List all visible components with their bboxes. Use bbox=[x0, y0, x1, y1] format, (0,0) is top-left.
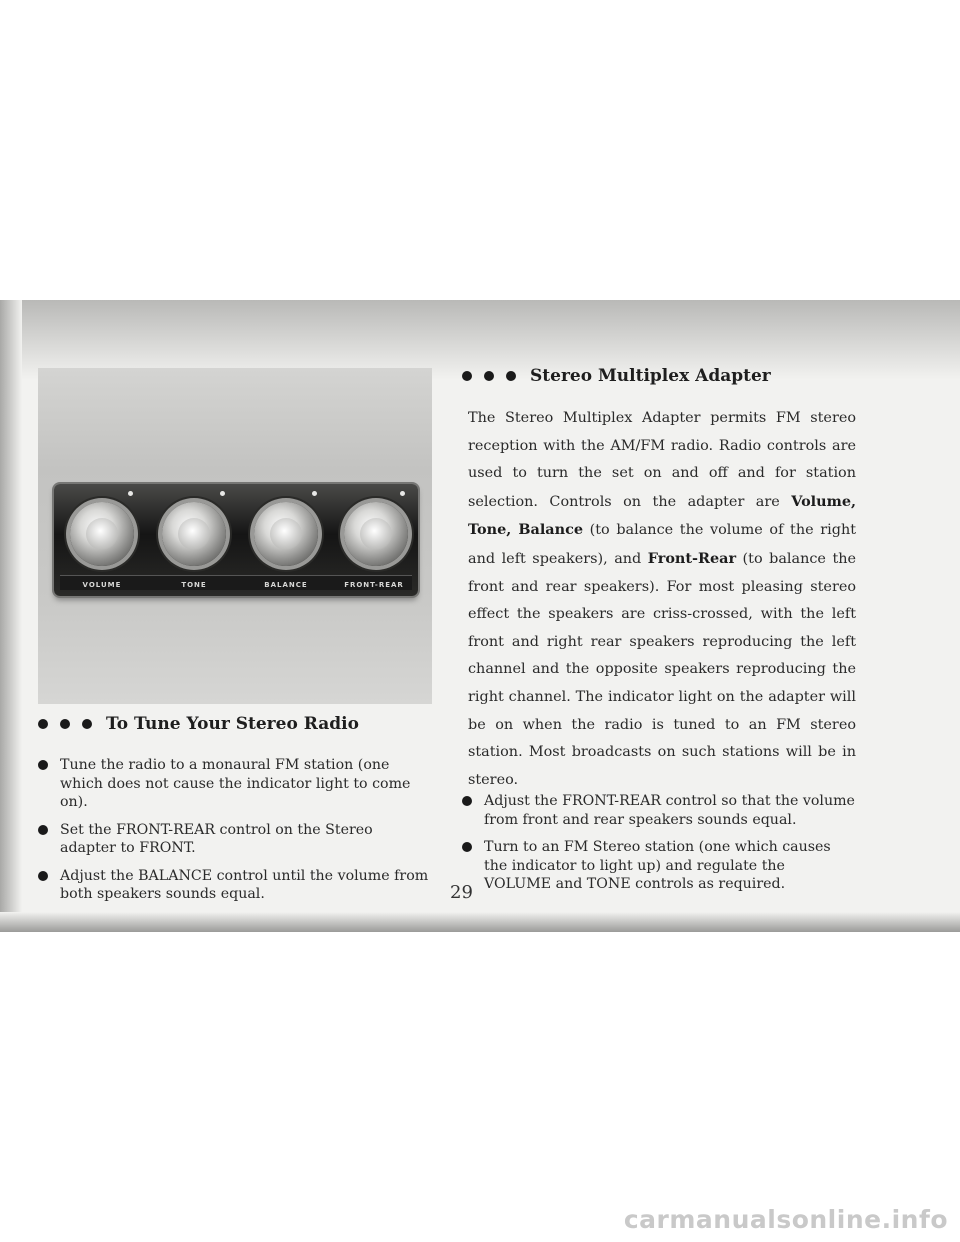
knob-label-tone: TONE bbox=[181, 581, 207, 589]
watermark: carmanualsonline.info bbox=[623, 1205, 948, 1234]
paragraph-text: (to balance the volume of the right and left speakers), and bbox=[468, 522, 856, 567]
heading-bullets bbox=[38, 719, 92, 729]
adapter-steps-list bbox=[462, 792, 856, 903]
bullet-dot bbox=[506, 371, 516, 381]
bullet-dot bbox=[462, 371, 472, 381]
list-item bbox=[38, 821, 430, 858]
paragraph-bold-text: Volume, Tone, Balance bbox=[468, 492, 856, 539]
heading-bullets bbox=[462, 371, 516, 381]
bullet-dot bbox=[38, 825, 48, 835]
heading-text: To Tune Your Stereo Radio bbox=[106, 714, 359, 734]
bullet-dot bbox=[38, 871, 48, 881]
adapter-control-panel bbox=[54, 484, 418, 596]
bullet-dot bbox=[484, 371, 494, 381]
paragraph-bold-text: Front-Rear bbox=[647, 549, 737, 567]
bullet-dot bbox=[82, 719, 92, 729]
list-item-text: Adjust the BALANCE control until the volume from both speakers sounds equal. bbox=[60, 867, 429, 902]
list-item bbox=[462, 792, 856, 829]
list-item bbox=[38, 756, 430, 812]
indicator-dot bbox=[220, 491, 225, 496]
adapter-description-paragraph bbox=[468, 405, 856, 794]
indicator-dot bbox=[312, 491, 317, 496]
bullet-dot bbox=[38, 719, 48, 729]
indicator-dot bbox=[400, 491, 405, 496]
knob-label-balance: BALANCE bbox=[264, 581, 308, 589]
bullet-dot bbox=[38, 760, 48, 770]
list-item-text: Adjust the FRONT-REAR control so that the volume from front and rear speakers sounds equal. bbox=[484, 793, 855, 828]
balance-knob bbox=[254, 502, 318, 566]
stereo-adapter-photo bbox=[38, 368, 432, 704]
tone-knob bbox=[162, 502, 226, 566]
list-item-text: Set the FRONT-REAR control on the Stereo adapter to FRONT. bbox=[60, 821, 373, 856]
heading-text: Stereo Multiplex Adapter bbox=[530, 366, 771, 386]
page-number: 29 bbox=[450, 882, 473, 903]
page-shadow-bottom bbox=[0, 912, 960, 932]
bullet-dot bbox=[60, 719, 70, 729]
list-item-text: Turn to an FM Stereo station (one which causes the indicator to light up) and regulate the VOLUME and TONE controls as required. bbox=[484, 839, 831, 892]
section-heading-stereo-multiplex bbox=[462, 366, 771, 386]
bullet-dot bbox=[462, 842, 472, 852]
list-item bbox=[462, 838, 856, 894]
list-item-text: Tune the radio to a monaural FM station (one which does not cause the indicator light to come on). bbox=[60, 757, 411, 810]
indicator-dot bbox=[128, 491, 133, 496]
section-heading-tune-stereo-radio bbox=[38, 714, 359, 734]
list-item bbox=[38, 867, 430, 904]
bullet-dot bbox=[462, 796, 472, 806]
paragraph-text: (to balance the front and rear speakers). For most pleasing stereo effect the speakers are criss-crossed, with the left front and right rear speakers reproducing the left channel and the opposite speakers reproducing the right channel. The indicator light on the adapter will be on when the radio is tuned to an FM stereo station. Most broadcasts on such stations will be in stereo. bbox=[468, 550, 857, 788]
paragraph-text: The Stereo Multiplex Adapter permits FM stereo reception with the AM/FM radio. Radio controls are used to turn the set on and off and for station selection. Controls on the adapter are bbox=[468, 410, 856, 510]
tuning-steps-list bbox=[38, 756, 430, 913]
knob-label-volume: VOLUME bbox=[82, 581, 122, 589]
knob-label-front-rear: FRONT-REAR bbox=[344, 581, 404, 589]
front-rear-knob bbox=[344, 502, 408, 566]
page-shadow-left bbox=[0, 300, 22, 932]
volume-knob bbox=[70, 502, 134, 566]
